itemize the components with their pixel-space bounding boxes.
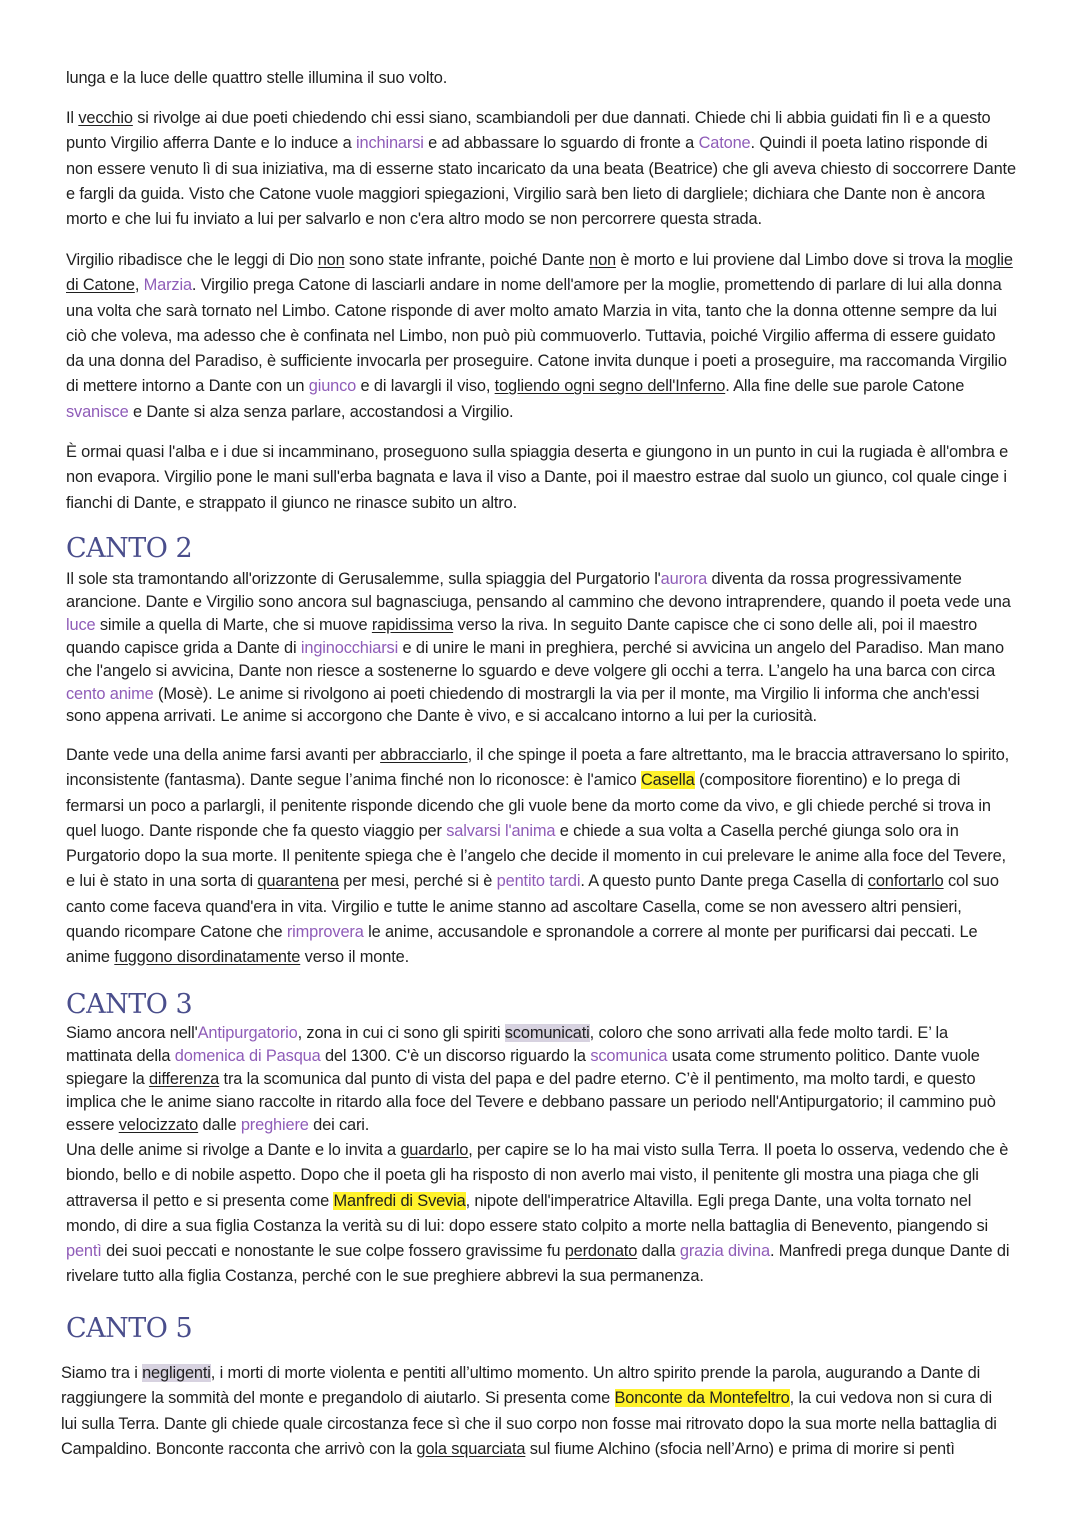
text-run: . A questo punto Dante prega Casella di [580,872,868,891]
text-run: , per capire se lo ha mai visto sulla Terra. Il poeta lo osserva, vedendo che è biondo, bello e di nobile aspetto. Dopo che il poeta gli ha risposto di non averlo mai visto, il penitente gli mostra una piaga che gli attraversa il petto e si presenta come [66,1141,1009,1210]
highlighted-term: giunco [308,377,357,396]
yellow-highlight: Manfredi di Svevia [333,1191,466,1210]
text-run: è morto e lui proviene dal Limbo dove si trova la [615,251,966,269]
text-run: . Quindi il poeta latino risponde di non essere venuto lì di sua iniziativa, ma di esserne stato incaricato da una beata (Beatrice) che gli aveva chiesto di soccorrere Dante e fargli da guida. Visto che Catone vuole maggiori spiegazioni, Virgilio sarà ben lieto di dargliele; dichiara che Dante non è ancora morto e che lui fu inviato a lui per salvarlo e non c'era altro modo se non percorrere questa strada. [66,134,1016,229]
text-run: diventa da rossa progressivamente arancione. Dante e Virgilio sono ancora sul bagnasciuga, pensando al cammino che devono intraprendere, quando il poeta vede una [66,570,1011,611]
underlined-term: confortarlo [867,872,944,891]
underlined-term: vecchio [78,109,133,127]
paragraph-canto5-bonconte [61,1361,1011,1462]
text-run: le anime, accusandole e spronandole a correre al monte per purificarsi dai peccati. Le anime [66,923,978,967]
underlined-term: abbracciarlo [380,746,468,764]
text-run: e di unire le mani in preghiera, perché si avvicina un angelo del Paradiso. Man mano che l'angelo si avvicina, Dante non riesce a sostenerne lo sguardo e deve volgere gli occhi a terra. L’angelo ha una barca con circa [66,638,1004,680]
highlighted-term: scomunica [590,1046,668,1065]
text-run: . Alla fine delle sue parole Catone [725,377,965,396]
underlined-term: differenza [148,1069,220,1088]
text-run: Una delle anime si rivolge a Dante e lo invita a [66,1141,401,1159]
text-run: e di lavargli il viso, [356,377,495,396]
text-run: Il sole sta tramontando all'orizzonte di Gerusalemme, sulla spiaggia del Purgatorio l' [66,570,661,588]
text-run: . Virgilio prega Catone di lasciarli andare in nome dell'amore per la moglie, promettendo di parlare di lui alla donna una volta che sarà tornato nel Limbo. Catone risponde di aver molto amato Marzia in vita, tanto che la donna ottenne sempre da lui ciò che voleva, ma adesso che è confinata nel Limbo, non può più commuoverlo. Tuttavia, poiché Virgilio afferma di essere guidato da una donna del Paradiso, è sufficiente invocarla per proseguire. Catone invita dunque i poeti a proseguire, ma raccomanda Virgilio di mettere intorno a Dante con un [66,276,1007,396]
paragraph-intro-line [66,66,1016,91]
highlighted-term: domenica di Pasqua [174,1046,321,1065]
text-run: si rivolge ai due poeti chiedendo chi essi siano, scambiandoli per due dannati. Chiede chi li abbia guidati fin lì e a questo punto Virgilio afferra Dante e lo induce a [66,109,991,153]
text-run: Siamo tra i [61,1364,143,1382]
text-run: Dante vede una della anime farsi avanti per [66,746,381,764]
underlined-term: velocizzato [118,1115,199,1134]
underlined-term: rapidissima [371,615,454,634]
underlined-term: togliendo ogni segno dell'Inferno [494,377,726,396]
underlined-term: perdonato [564,1242,638,1261]
canto-5-heading: CANTO 5 [66,1313,193,1344]
text-run: verso il monte. [300,948,409,967]
paragraph-canto2-casella [66,743,1016,971]
text-run: e chiede a sua volta a Casella perché giunga solo ora in Purgatorio dopo la sua morte. Il penitente spiega che è l’angelo che decide il momento in cui prelevare le anime alla foce del Tevere, e lui è stato in una sorta di [66,821,1006,891]
highlighted-term: Catone [698,134,751,153]
text-run: Virgilio ribadisce che le leggi di Dio [66,251,318,269]
text-run: verso la riva. In seguito Dante capisce che ci sono delle ali, poi il maestro quando capisce grida a Dante di [66,615,978,657]
canto-2-heading: CANTO 2 [66,533,193,564]
text-run: tra la scomunica dal punto di vista del papa e del padre eterno. C’è il pentimento, ma molto tardi, e questo implica che le anime siano raccolte in ritardo alla foce del Tevere e debbano passare un periodo nell'Antipurgatorio; il cammino può essere [66,1069,996,1134]
paragraph-canto3-manfredi [66,1138,1016,1290]
text-run: , zona in cui ci sono gli spiriti [297,1024,505,1042]
gray-highlight: negligenti [142,1364,211,1382]
text-run: . Manfredi prega dunque Dante di rivelare tutto alla figlia Costanza, perché con le sue preghiere abbrevi la sua permanenza. [66,1242,1010,1286]
yellow-highlight: Bonconte da Montefeltro [614,1389,790,1408]
text-run: dalle [198,1115,241,1134]
text-run: e Dante si alza senza parlare, accostandosi a Virgilio. [128,402,514,421]
highlighted-term: Marzia [143,276,192,295]
highlighted-term: cento anime [66,684,154,703]
text-run: del 1300. C'è un discorso riguardo la [320,1046,591,1065]
text-run: dei cari. [308,1115,370,1134]
highlighted-term: preghiere [240,1115,309,1134]
text-run: Il [66,109,79,127]
highlighted-term: pentì [66,1242,102,1261]
underlined-term: non [317,251,345,269]
text-run: dei suoi peccati e nonostante le sue colpe fossero gravissime fu [101,1242,565,1261]
text-run: È ormai quasi l'alba e i due si incamminano, proseguono sulla spiaggia deserta e giungono in un punto in cui la rugiada è all'ombra e non evapora. Virgilio pone le mani sull'erba bagnata e lava il viso a Dante, poi il maestro estrae dal suolo un giunco, col quale cinge i fianchi di Dante, e strappato il giunco ne rinasce subito un altro. [66,443,1009,512]
text-run: (compositore fiorentino) e lo prega di fermarsi un poco a parlargli, il penitente risponde dicendo che gli vuole bene da morto come da vivo, e gli chiede perché si trova in quel luogo. Dante risponde che fa questo viaggio per [66,771,991,840]
canto-3-heading: CANTO 3 [66,989,193,1020]
paragraph-virgilio-ribadisce [66,248,1016,425]
underlined-term: moglie di Catone [66,251,1013,295]
text-run: , coloro che sono arrivati alla fede molto tardi. E’ la mattinata della [66,1024,948,1065]
text-run: , la cui vedova non si cura di lui sulla Terra. Dante gli chiede quale circostanza fece sì che il suo corpo non fosse mai ritrovato dopo la sua morte nella battaglia di Campaldino. Bonconte racconta che arrivò con la [61,1389,997,1458]
highlighted-term: rimprovera [286,923,364,942]
underlined-term: non [589,251,616,269]
highlighted-term: aurora [660,570,708,588]
text-run: sono state infrante, poiché Dante [344,251,590,269]
text-run: lunga e la luce delle quattro stelle illumina il suo volto. [66,69,448,87]
underlined-term: fuggono disordinatamente [114,948,301,967]
text-run: , [134,276,144,295]
text-run: , nipote dell'imperatrice Altavilla. Egli prega Dante, una volta tornato nel mondo, di dire a sua figlia Costanza la verità su di lui: dopo essere stato colpito a morte nella battaglia di Benevento, piangendo si [66,1191,989,1235]
highlighted-term: svanisce [66,402,129,421]
highlighted-term: grazia divina [679,1242,770,1261]
highlighted-term: luce [66,615,96,634]
text-run: Siamo ancora nell' [66,1024,198,1042]
underlined-term: gola squarciata [416,1439,526,1458]
highlighted-term: salvarsi l'anima [446,821,556,840]
highlighted-term: pentito tardi [496,872,581,891]
text-run: , i morti di morte violenta e pentiti all’ultimo momento. Un altro spirito prende la parola, augurando a Dante di raggiungere la sommità del monte e pregandolo di aiutarlo. Si presenta come [61,1364,981,1408]
text-run: (Mosè). Le anime si rivolgono ai poeti chiedendo di mostrargli la via per il monte, ma Virgilio li informa che anch'essi sono appena arrivati. Le anime si accorgono che Dante è vivo, e si accalcano intorno a lui per la curiosità. [66,684,980,726]
gray-highlight: scomunicati [504,1024,590,1042]
text-run: sul fiume Alchino (sfocia nell’Arno) e prima di morire si pentì [525,1439,955,1458]
paragraph-vecchio [66,106,1016,232]
text-run: simile a quella di Marte, che si muove [95,615,372,634]
text-run: per mesi, perché si è [338,872,497,891]
highlighted-term: inchinarsi [356,134,424,153]
underlined-term: quarantena [257,872,339,891]
highlighted-term: inginocchiarsi [300,638,399,657]
paragraph-canto2-sole [66,568,1016,728]
highlighted-term: Antipurgatorio [197,1024,298,1042]
text-run: , il che spinge il poeta a fare altrettanto, ma le braccia attraversano lo spirito, inconsistente (fantasma). Dante segue l’anima finché non lo riconosce: è l'amico [66,746,1010,790]
text-run: col suo canto come faceva quand'era in vita. Virgilio e tutte le anime stanno ad ascoltare Casella, come se non avessero altri pensieri, quando ricompare Catone che [66,872,999,942]
text-run: usata come strumento politico. Dante vuole spiegare la [66,1046,980,1088]
paragraph-alba [66,440,1016,516]
text-run: e ad abbassare lo sguardo di fronte a [423,134,699,153]
text-run: dalla [637,1242,680,1261]
underlined-term: guardarlo [400,1141,469,1159]
paragraph-canto3-antipurgatorio [66,1022,1016,1137]
yellow-highlight: Casella [640,771,695,790]
